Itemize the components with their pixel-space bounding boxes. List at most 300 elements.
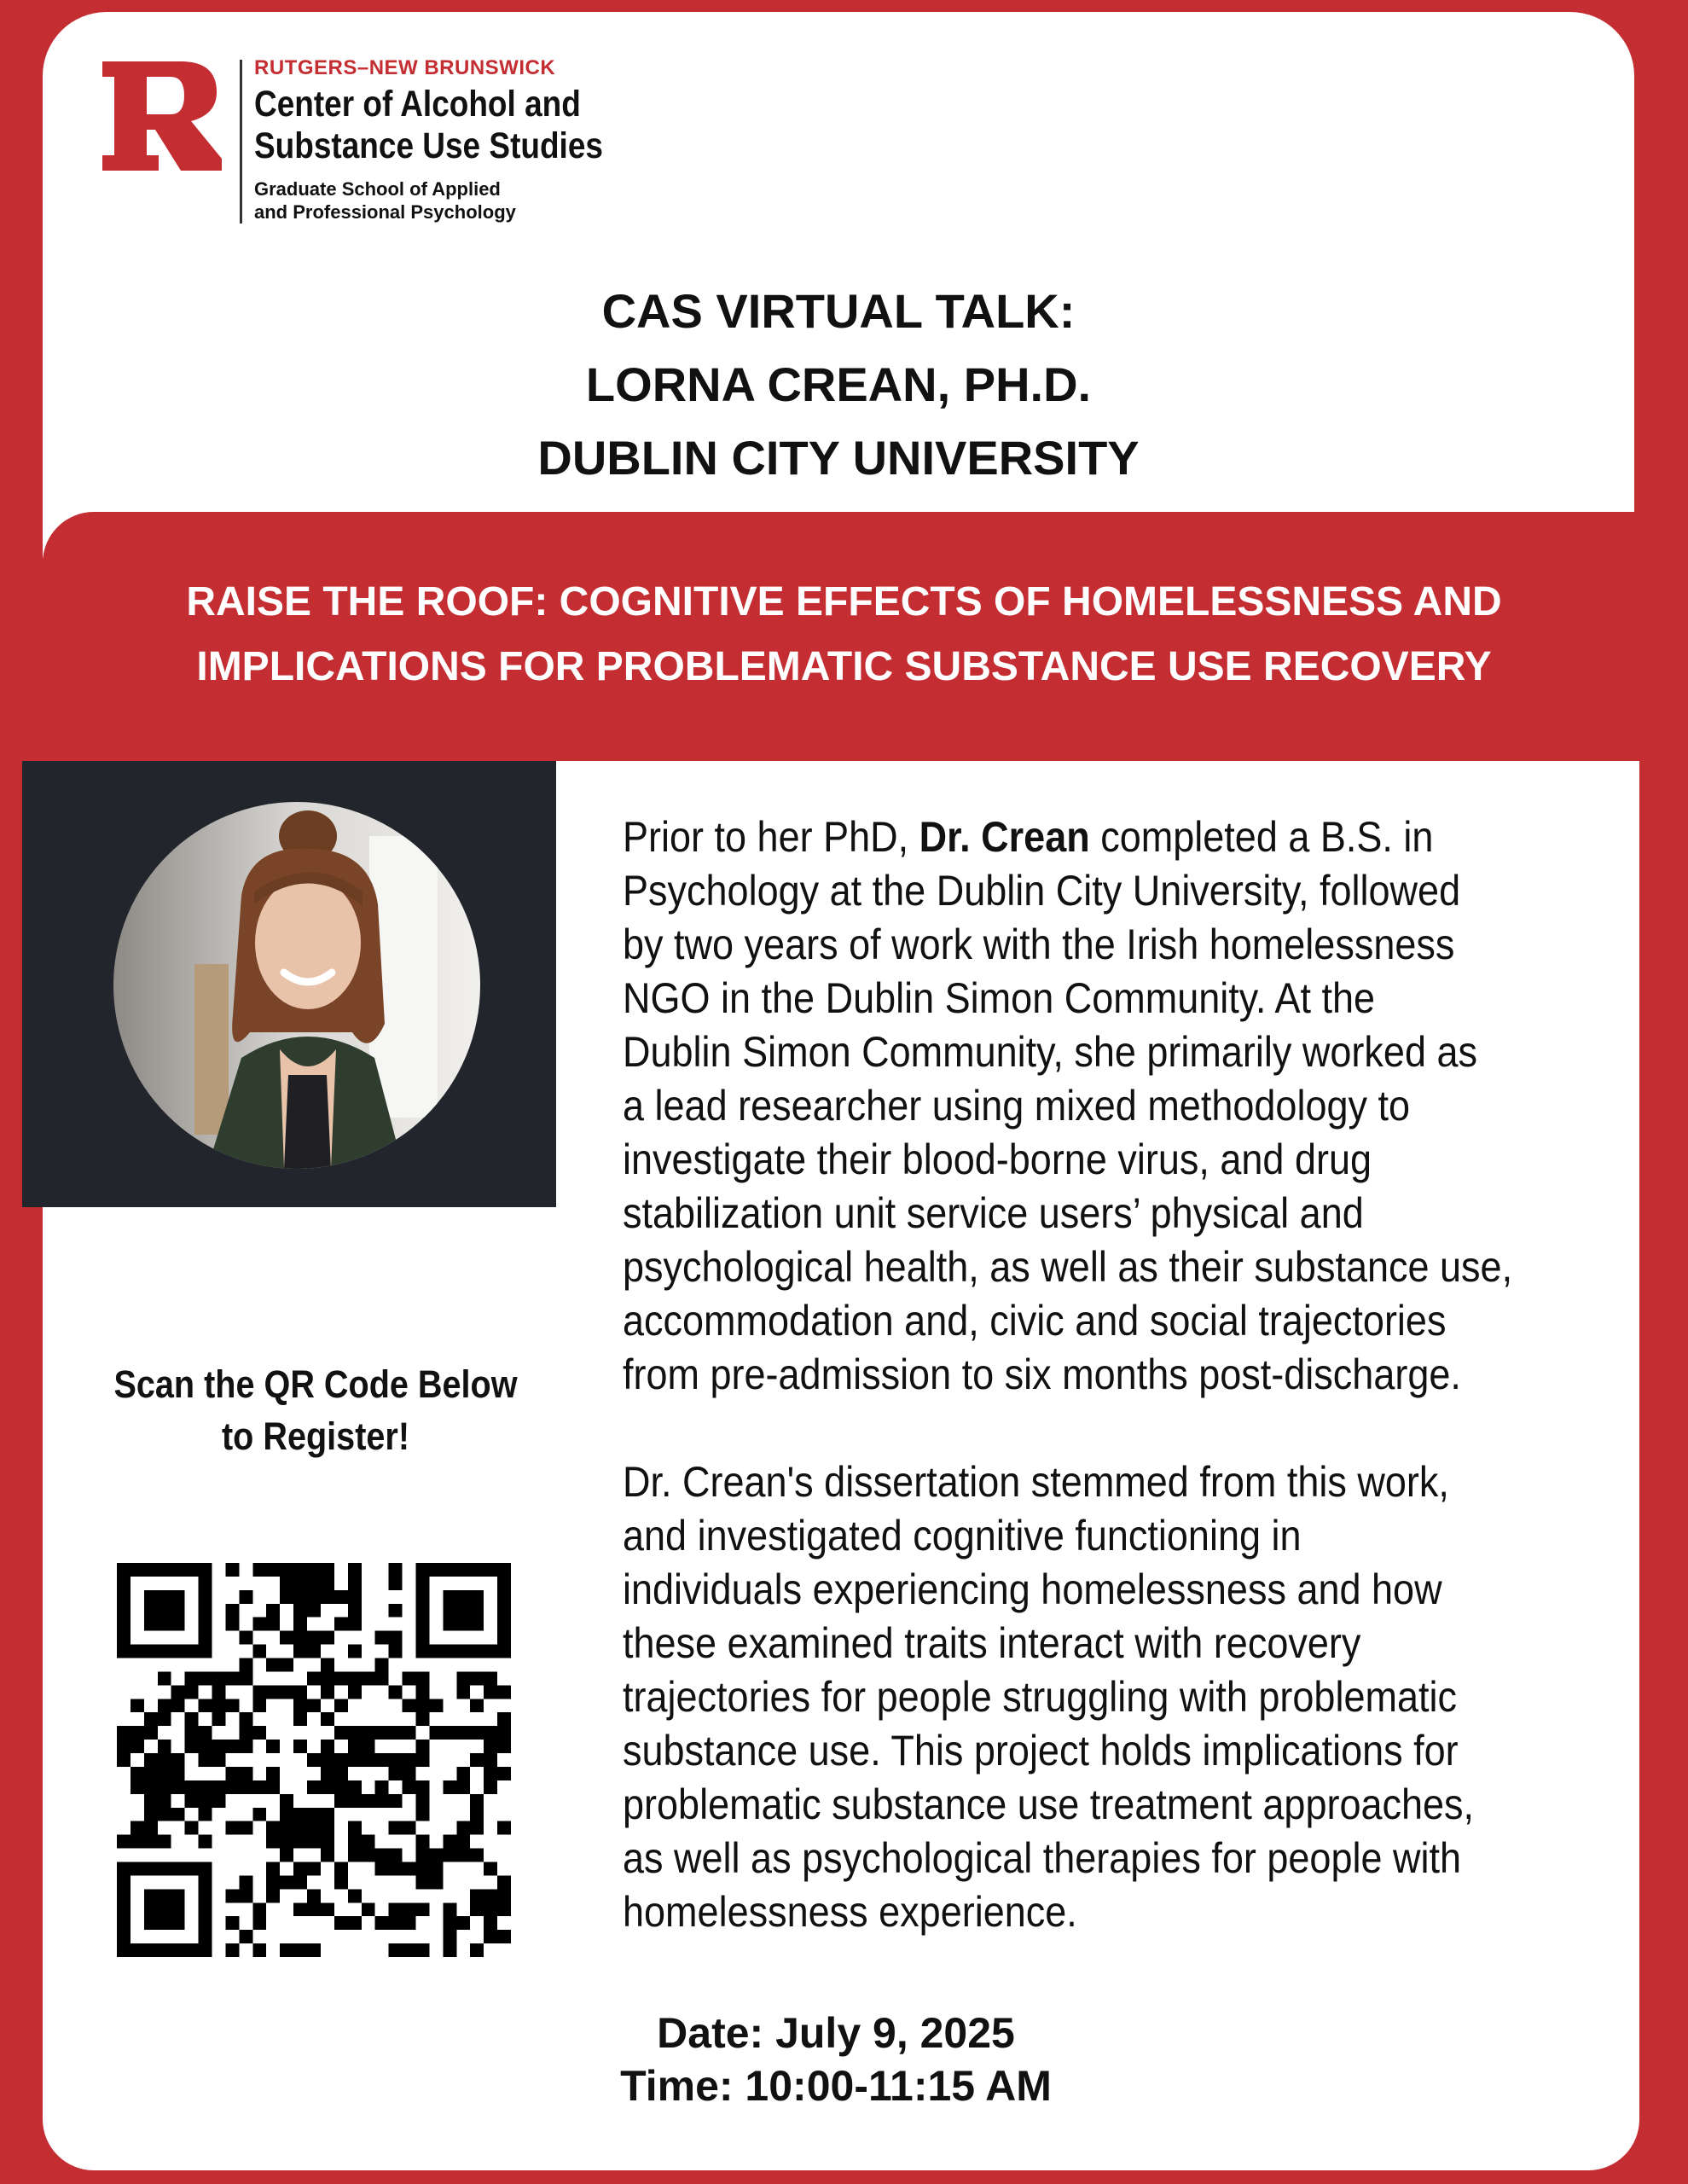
qr-module — [497, 1712, 511, 1726]
qr-module — [362, 1726, 375, 1740]
qr-module — [348, 1889, 362, 1902]
qr-module — [307, 1943, 321, 1957]
logo-divider — [240, 60, 242, 224]
qr-module — [212, 1740, 226, 1753]
qr-module — [239, 1658, 252, 1672]
logo-school-name: Graduate School of Applied and Professional Psychology — [254, 178, 516, 223]
qr-module — [307, 1889, 321, 1902]
qr-module — [212, 1753, 226, 1767]
qr-module — [293, 1577, 307, 1590]
qr-module — [185, 1794, 199, 1808]
qr-module — [239, 1930, 252, 1943]
qr-module — [307, 1753, 321, 1767]
qr-module — [375, 1753, 389, 1767]
qr-module — [497, 1767, 511, 1780]
qr-module — [252, 1808, 266, 1821]
event-details — [563, 2007, 1109, 2112]
qr-module — [225, 1943, 239, 1957]
qr-module — [144, 1712, 158, 1726]
qr-module — [321, 1563, 334, 1577]
qr-module — [131, 1726, 144, 1740]
qr-module — [321, 1849, 334, 1862]
qr-module — [252, 1685, 266, 1699]
qr-module — [415, 1862, 429, 1875]
qr-module — [307, 1821, 321, 1835]
qr-module — [199, 1780, 212, 1794]
qr-module — [429, 1862, 443, 1875]
qr-module — [185, 1780, 199, 1794]
qr-module — [484, 1767, 497, 1780]
qr-module — [389, 1604, 403, 1618]
qr-module — [293, 1685, 307, 1699]
qr-module — [456, 1767, 470, 1780]
qr-module — [334, 1753, 348, 1767]
qr-module — [334, 1699, 348, 1712]
qr-module — [456, 1821, 470, 1835]
qr-module — [321, 1835, 334, 1849]
qr-module — [266, 1604, 280, 1618]
qr-module — [456, 1835, 470, 1849]
qr-module — [443, 1902, 456, 1916]
qr-module — [497, 1821, 511, 1835]
qr-module — [389, 1943, 403, 1957]
qr-module — [158, 1767, 171, 1780]
qr-module — [239, 1767, 252, 1780]
qr-module — [280, 1835, 293, 1849]
qr-module — [144, 1821, 158, 1835]
qr-module — [470, 1821, 484, 1835]
qr-module — [415, 1875, 429, 1889]
qr-module — [443, 1849, 456, 1862]
heading-line: CAS VIRTUAL TALK: — [601, 284, 1076, 338]
qr-module — [375, 1658, 389, 1672]
qr-module — [212, 1780, 226, 1794]
qr-module — [334, 1780, 348, 1794]
qr-module — [117, 1740, 131, 1753]
qr-module — [280, 1590, 293, 1604]
qr-module — [307, 1862, 321, 1875]
qr-module — [252, 1699, 266, 1712]
qr-module — [293, 1645, 307, 1658]
qr-module — [321, 1767, 334, 1780]
qr-module — [375, 1916, 389, 1930]
qr-module — [348, 1835, 362, 1849]
qr-module — [484, 1740, 497, 1753]
qr-module — [266, 1658, 280, 1672]
qr-module — [199, 1808, 212, 1821]
qr-module — [321, 1821, 334, 1835]
qr-module — [293, 1604, 307, 1618]
qr-module — [144, 1889, 185, 1930]
qr-module — [239, 1671, 252, 1685]
qr-module — [293, 1821, 307, 1835]
qr-module — [389, 1767, 403, 1780]
qr-module — [484, 1685, 497, 1699]
qr-module — [171, 1753, 185, 1767]
qr-module — [131, 1780, 144, 1794]
qr-module — [415, 1671, 429, 1685]
qr-module — [266, 1780, 280, 1794]
qr-module — [307, 1604, 321, 1618]
qr-module — [403, 1862, 416, 1875]
qr-module — [497, 1889, 511, 1902]
qr-module — [199, 1835, 212, 1849]
qr-module — [293, 1875, 307, 1889]
qr-module — [225, 1821, 239, 1835]
qr-module — [225, 1767, 239, 1780]
qr-module — [225, 1563, 239, 1577]
qr-module — [293, 1563, 307, 1577]
qr-module — [225, 1671, 239, 1685]
qr-module — [415, 1780, 429, 1794]
speaker-name: Dr. Crean — [919, 813, 1090, 861]
qr-module — [144, 1794, 158, 1808]
qr-module — [266, 1889, 280, 1902]
qr-module — [266, 1563, 280, 1577]
qr-module — [239, 1780, 252, 1794]
qr-module — [348, 1780, 362, 1794]
qr-module — [280, 1808, 293, 1821]
qr-module — [117, 1726, 131, 1740]
qr-module — [321, 1808, 334, 1821]
qr-module — [321, 1671, 334, 1685]
qr-module — [280, 1849, 293, 1862]
qr-module — [470, 1794, 484, 1808]
qr-module — [415, 1699, 429, 1712]
qr-module — [239, 1726, 252, 1740]
qr-module — [375, 1794, 389, 1808]
qr-module — [389, 1563, 403, 1577]
qr-module — [158, 1712, 171, 1726]
talk-title: RAISE THE ROOF: COGNITIVE EFFECTS OF HOMELESSNESS AND IMPLICATIONS FOR PROBLEMATIC SUBSTANCE USE RECOVERY — [186, 579, 1502, 689]
qr-module — [225, 1916, 239, 1930]
qr-module — [252, 1618, 266, 1631]
qr-module — [307, 1671, 321, 1685]
qr-module — [144, 1753, 158, 1767]
qr-module — [334, 1916, 348, 1930]
qr-module — [239, 1590, 252, 1604]
qr-module — [375, 1849, 389, 1862]
qr-module — [348, 1821, 362, 1835]
qr-module — [389, 1794, 403, 1808]
qr-module — [239, 1875, 252, 1889]
qr-module — [497, 1930, 511, 1943]
qr-module — [171, 1780, 185, 1794]
qr-module — [199, 1726, 212, 1740]
qr-module — [117, 1753, 131, 1767]
qr-module — [484, 1862, 497, 1875]
qr-module — [334, 1590, 348, 1604]
qr-module — [212, 1794, 226, 1808]
qr-module — [158, 1740, 171, 1753]
qr-module — [389, 1821, 403, 1835]
qr-module — [158, 1780, 171, 1794]
qr-module — [185, 1685, 199, 1699]
heading-affiliation: DUBLIN CITY UNIVERSITY — [537, 431, 1140, 485]
qr-module — [348, 1794, 362, 1808]
qr-module — [293, 1943, 307, 1957]
qr-module — [348, 1726, 362, 1740]
qr-module — [484, 1753, 497, 1767]
qr-module — [403, 1943, 416, 1957]
qr-module — [389, 1645, 403, 1658]
qr-module — [348, 1685, 362, 1699]
qr-module — [403, 1753, 416, 1767]
qr-module — [484, 1780, 497, 1794]
qr-module — [293, 1699, 307, 1712]
qr-module — [415, 1849, 429, 1862]
qr-module — [470, 1943, 484, 1957]
qr-module — [144, 1780, 158, 1794]
qr-module — [429, 1875, 443, 1889]
qr-module — [252, 1645, 266, 1658]
qr-module — [456, 1916, 470, 1930]
qr-module — [280, 1563, 293, 1577]
qr-module — [470, 1753, 484, 1767]
qr-module — [348, 1618, 362, 1631]
qr-module — [117, 1835, 131, 1849]
qr-module — [239, 1712, 252, 1726]
page-heading — [43, 275, 1634, 495]
qr-module — [429, 1699, 443, 1712]
qr-module — [225, 1699, 239, 1712]
qr-module — [199, 1699, 212, 1712]
qr-module — [280, 1943, 293, 1957]
qr-module — [389, 1753, 403, 1767]
qr-module — [389, 1726, 403, 1740]
qr-module — [443, 1943, 456, 1957]
qr-module — [403, 1902, 416, 1916]
qr-module — [470, 1671, 484, 1685]
qr-module — [252, 1916, 266, 1930]
qr-module — [362, 1849, 375, 1862]
qr-module — [252, 1726, 266, 1740]
qr-module — [199, 1753, 212, 1767]
qr-module — [348, 1577, 362, 1590]
qr-module — [266, 1835, 280, 1849]
qr-module — [293, 1631, 307, 1645]
qr-module — [415, 1794, 429, 1808]
qr-module — [389, 1862, 403, 1875]
speaker-bio — [623, 810, 1513, 1939]
qr-module — [334, 1875, 348, 1889]
qr-module — [185, 1726, 199, 1740]
qr-module — [280, 1631, 293, 1645]
qr-module — [415, 1808, 429, 1821]
qr-module — [307, 1699, 321, 1712]
qr-module — [403, 1780, 416, 1794]
qr-module — [334, 1618, 348, 1631]
qr-module — [443, 1780, 456, 1794]
qr-module — [362, 1835, 375, 1849]
qr-module — [293, 1618, 307, 1631]
qr-module — [497, 1685, 511, 1699]
qr-module — [212, 1712, 226, 1726]
qr-module — [415, 1753, 429, 1767]
qr-module — [293, 1902, 307, 1916]
qr-module — [348, 1740, 362, 1753]
qr-module — [144, 1726, 158, 1740]
qr-module — [158, 1808, 171, 1821]
qr-module — [158, 1753, 171, 1767]
qr-module — [497, 1875, 511, 1889]
qr-module — [470, 1849, 484, 1862]
qr-module — [307, 1645, 321, 1658]
qr-module — [239, 1821, 252, 1835]
qr-module — [389, 1916, 403, 1930]
qr-module — [225, 1604, 239, 1618]
qr-module — [144, 1808, 158, 1821]
qr-module — [497, 1902, 511, 1916]
qr-module — [403, 1821, 416, 1835]
qr-module — [293, 1835, 307, 1849]
qr-module — [403, 1699, 416, 1712]
qr-module — [389, 1685, 403, 1699]
qr-module — [484, 1902, 497, 1916]
qr-module — [334, 1862, 348, 1875]
qr-module — [470, 1726, 484, 1740]
bio-paragraph-2: Dr. Crean's dissertation stemmed from this work, and investigated cognitive functioning in individuals experiencing homelessness and how these examined traits interact with recovery trajectories for people struggling with problematic substance use. This project holds implications for problematic substance use treatment approaches, as well as psychological therapies for people with homelessness experience. — [623, 1458, 1475, 1936]
qr-module — [429, 1726, 443, 1740]
event-date: Date: July 9, 2025 — [657, 2009, 1015, 2057]
qr-module — [252, 1943, 266, 1957]
qr-module — [293, 1712, 307, 1726]
qr-module — [321, 1685, 334, 1699]
qr-module — [185, 1712, 199, 1726]
qr-module — [171, 1767, 185, 1780]
qr-module — [415, 1902, 429, 1916]
qr-module — [307, 1631, 321, 1645]
qr-module — [158, 1671, 171, 1685]
qr-module — [497, 1740, 511, 1753]
qr-module — [280, 1685, 293, 1699]
registration-qr-code[interactable] — [117, 1563, 511, 1957]
qr-module — [415, 1740, 429, 1753]
qr-module — [225, 1780, 239, 1794]
qr-module — [403, 1671, 416, 1685]
qr-module — [321, 1902, 334, 1916]
qr-module — [252, 1902, 266, 1916]
qr-module — [415, 1712, 429, 1726]
qr-module — [171, 1685, 185, 1699]
qr-module — [131, 1835, 144, 1849]
qr-module — [334, 1671, 348, 1685]
qr-module — [484, 1889, 497, 1902]
qr-module — [348, 1563, 362, 1577]
qr-module — [131, 1740, 144, 1753]
qr-module — [362, 1794, 375, 1808]
qr-module — [348, 1645, 362, 1658]
qr-module — [307, 1835, 321, 1849]
qr-module — [266, 1618, 280, 1631]
qr-module — [144, 1835, 158, 1849]
event-time: Time: 10:00-11:15 AM — [620, 2062, 1052, 2110]
qr-module — [362, 1902, 375, 1916]
qr-module — [484, 1726, 497, 1740]
qr-module — [456, 1671, 470, 1685]
qr-module — [307, 1902, 321, 1916]
qr-module — [375, 1780, 389, 1794]
qr-module — [239, 1740, 252, 1753]
qr-module — [470, 1902, 484, 1916]
logo-university: RUTGERS–NEW BRUNSWICK — [254, 56, 556, 79]
qr-module — [307, 1780, 321, 1794]
qr-module — [470, 1699, 484, 1712]
qr-module — [280, 1821, 293, 1835]
qr-module — [389, 1631, 403, 1645]
qr-module — [403, 1767, 416, 1780]
qr-module — [470, 1889, 484, 1902]
qr-module — [266, 1875, 280, 1889]
qr-module — [131, 1699, 144, 1712]
qr-module — [307, 1590, 321, 1604]
qr-module — [307, 1808, 321, 1821]
qr-module — [389, 1902, 403, 1916]
qr-module — [321, 1631, 334, 1645]
qr-module — [199, 1740, 212, 1753]
qr-module — [456, 1685, 470, 1699]
qr-module — [212, 1671, 226, 1685]
qr-module — [362, 1671, 375, 1685]
qr-module — [280, 1577, 293, 1590]
qr-module — [348, 1671, 362, 1685]
qr-module — [212, 1699, 226, 1712]
speaker-photo — [113, 802, 480, 1169]
qr-module — [199, 1794, 212, 1808]
qr-module — [484, 1916, 497, 1930]
qr-module — [266, 1685, 280, 1699]
qr-module — [158, 1699, 171, 1712]
qr-module — [470, 1808, 484, 1821]
qr-module — [456, 1849, 470, 1862]
qr-module — [131, 1767, 144, 1780]
logo-text — [254, 56, 660, 224]
qr-module — [348, 1916, 362, 1930]
qr-module — [321, 1780, 334, 1794]
qr-module — [348, 1849, 362, 1862]
qr-module — [293, 1862, 307, 1875]
qr-module — [280, 1658, 293, 1672]
heading-speaker: LORNA CREAN, PH.D. — [585, 357, 1092, 411]
qr-module — [334, 1767, 348, 1780]
qr-module — [212, 1685, 226, 1699]
qr-module — [375, 1671, 389, 1685]
qr-module — [443, 1590, 484, 1631]
qr-module — [239, 1631, 252, 1645]
qr-module — [185, 1821, 199, 1835]
qr-module — [171, 1699, 185, 1712]
qr-module — [348, 1590, 362, 1604]
qr-module — [415, 1685, 429, 1699]
qr-module — [321, 1740, 334, 1753]
rutgers-r-logo-icon — [102, 61, 222, 171]
qr-module — [185, 1740, 199, 1753]
qr-module — [307, 1563, 321, 1577]
qr-module — [199, 1671, 212, 1685]
qr-module — [403, 1916, 416, 1930]
qr-module — [321, 1590, 334, 1604]
qr-module — [415, 1943, 429, 1957]
qr-module — [266, 1740, 280, 1753]
qr-module — [443, 1835, 456, 1849]
qr-module — [362, 1740, 375, 1753]
qr-module — [307, 1577, 321, 1590]
qr-module — [280, 1875, 293, 1889]
qr-module — [321, 1658, 334, 1672]
qr-module — [456, 1780, 470, 1794]
logo-center-name: Center of Alcohol and Substance Use Studies — [254, 84, 603, 166]
qr-module — [484, 1671, 497, 1685]
